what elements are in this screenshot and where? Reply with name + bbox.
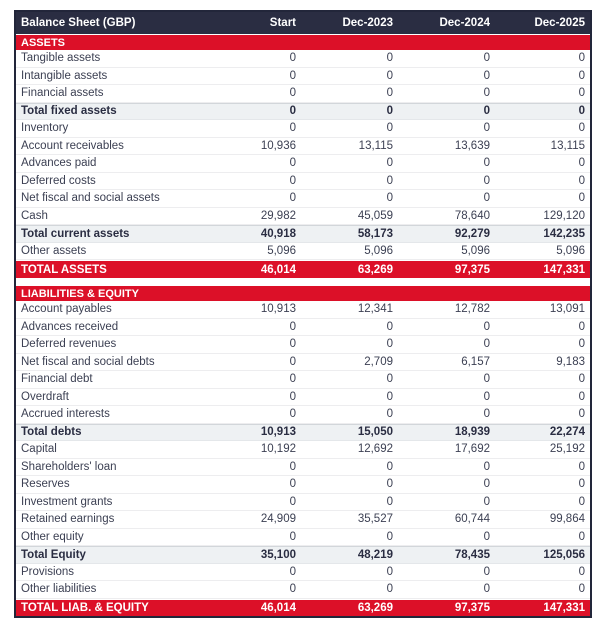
- row-label: Net fiscal and social debts: [21, 355, 155, 368]
- section-header: [16, 285, 590, 301]
- row-value: 0: [483, 338, 490, 351]
- row-value: 0: [386, 390, 393, 403]
- row-value: 0: [289, 69, 296, 82]
- table-row: [16, 85, 590, 103]
- row-value: 0: [578, 530, 585, 543]
- table-row: [16, 476, 590, 494]
- row-value: 0: [386, 495, 393, 508]
- row-label: Inventory: [21, 122, 69, 135]
- balance-sheet-table: [14, 10, 592, 618]
- row-value: 0: [386, 105, 393, 118]
- row-value: 0: [289, 478, 296, 491]
- table-body: [16, 34, 590, 617]
- row-value: 0: [386, 320, 393, 333]
- column-header-dec-2024: Dec-2024: [439, 17, 490, 29]
- row-value: 0: [483, 583, 490, 596]
- row-value: 0: [578, 373, 585, 386]
- table-row: [16, 529, 590, 547]
- row-value: 0: [289, 390, 296, 403]
- table-row: [16, 546, 590, 564]
- row-value: 0: [289, 174, 296, 187]
- row-value: 12,782: [454, 303, 490, 316]
- row-value: 129,120: [543, 209, 585, 222]
- section-header-label: LIABILITIES & EQUITY: [21, 287, 139, 300]
- row-value: 0: [386, 478, 393, 491]
- row-value: 0: [289, 52, 296, 65]
- table-row: [16, 103, 590, 121]
- row-value: 0: [483, 192, 490, 205]
- row-value: 147,331: [543, 602, 585, 614]
- row-label: Other liabilities: [21, 583, 97, 596]
- table-row: [16, 243, 590, 261]
- row-value: 0: [386, 122, 393, 135]
- row-value: 142,235: [543, 227, 585, 240]
- row-value: 0: [386, 69, 393, 82]
- row-value: 0: [386, 530, 393, 543]
- row-value: 0: [578, 174, 585, 187]
- table-row: [16, 155, 590, 173]
- row-value: 5,096: [267, 244, 296, 257]
- row-value: 0: [289, 583, 296, 596]
- row-value: 9,183: [556, 355, 585, 368]
- row-value: 0: [386, 460, 393, 473]
- row-label: Total current assets: [21, 227, 130, 240]
- row-value: 92,279: [454, 227, 490, 240]
- row-value: 0: [386, 338, 393, 351]
- row-value: 45,059: [357, 209, 393, 222]
- table-row: [16, 50, 590, 68]
- row-value: 22,274: [549, 426, 585, 439]
- table-row: [16, 120, 590, 138]
- row-value: 0: [483, 390, 490, 403]
- row-label: Deferred revenues: [21, 338, 117, 351]
- row-value: 99,864: [549, 513, 585, 526]
- table-row: [16, 354, 590, 372]
- row-value: 15,050: [357, 426, 393, 439]
- row-value: 12,341: [357, 303, 393, 316]
- row-value: 0: [483, 52, 490, 65]
- table-row: [16, 319, 590, 337]
- row-value: 0: [289, 338, 296, 351]
- table-row: [16, 494, 590, 512]
- row-value: 78,435: [454, 548, 490, 561]
- row-value: 0: [289, 530, 296, 543]
- row-label: Capital: [21, 443, 57, 456]
- row-label: Financial assets: [21, 87, 104, 100]
- row-value: 0: [483, 565, 490, 578]
- row-value: 0: [289, 122, 296, 135]
- row-value: 24,909: [260, 513, 296, 526]
- row-value: 0: [578, 390, 585, 403]
- row-value: 0: [578, 320, 585, 333]
- row-value: 0: [578, 460, 585, 473]
- row-value: 0: [483, 69, 490, 82]
- row-value: 0: [289, 320, 296, 333]
- row-value: 35,100: [260, 548, 296, 561]
- row-value: 63,269: [357, 602, 393, 614]
- row-label: Total fixed assets: [21, 105, 117, 118]
- row-value: 78,640: [454, 209, 490, 222]
- row-label: Intangible assets: [21, 69, 108, 82]
- row-value: 97,375: [454, 263, 490, 276]
- column-header-dec-2023: Dec-2023: [342, 17, 393, 29]
- row-value: 0: [483, 105, 490, 118]
- row-value: 0: [578, 478, 585, 491]
- table-row: [16, 68, 590, 86]
- row-value: 0: [578, 52, 585, 65]
- section-header-label: ASSETS: [21, 36, 66, 49]
- row-value: 0: [386, 565, 393, 578]
- row-label: Tangible assets: [21, 52, 101, 65]
- row-value: 25,192: [549, 443, 585, 456]
- table-row: [16, 138, 590, 156]
- row-label: Net fiscal and social assets: [21, 192, 160, 205]
- row-value: 29,982: [260, 209, 296, 222]
- row-value: 0: [578, 495, 585, 508]
- table-row: [16, 301, 590, 319]
- row-label: Reserves: [21, 478, 70, 491]
- table-row: [16, 564, 590, 582]
- row-value: 0: [289, 373, 296, 386]
- row-label: Total debts: [21, 426, 82, 439]
- row-label: Shareholders' loan: [21, 460, 117, 473]
- table-row: [16, 190, 590, 208]
- row-value: 12,692: [357, 443, 393, 456]
- row-value: 0: [289, 495, 296, 508]
- row-label: TOTAL ASSETS: [21, 263, 107, 276]
- row-label: Investment grants: [21, 495, 113, 508]
- row-value: 60,744: [454, 513, 490, 526]
- row-label: Total Equity: [21, 548, 86, 561]
- row-value: 0: [289, 460, 296, 473]
- row-value: 0: [483, 157, 490, 170]
- row-value: 10,913: [260, 303, 296, 316]
- column-header-dec-2025: Dec-2025: [534, 17, 585, 29]
- table-row: [16, 424, 590, 442]
- row-label: Overdraft: [21, 390, 69, 403]
- section-gap: [16, 278, 590, 285]
- row-value: 13,091: [549, 303, 585, 316]
- row-value: 0: [483, 320, 490, 333]
- row-value: 0: [289, 565, 296, 578]
- row-value: 0: [483, 478, 490, 491]
- row-label: Advances received: [21, 320, 119, 333]
- row-value: 0: [483, 495, 490, 508]
- row-value: 13,115: [358, 139, 393, 152]
- row-value: 0: [386, 52, 393, 65]
- row-label: Other assets: [21, 244, 87, 257]
- row-value: 0: [578, 408, 585, 421]
- table-row: [16, 459, 590, 477]
- row-value: 0: [289, 87, 296, 100]
- row-value: 0: [386, 174, 393, 187]
- table-row: [16, 406, 590, 424]
- table-row: [16, 260, 590, 278]
- table-row: [16, 336, 590, 354]
- table-row: [16, 389, 590, 407]
- row-value: 2,709: [364, 355, 393, 368]
- table-row: [16, 173, 590, 191]
- row-value: 0: [578, 192, 585, 205]
- row-value: 125,056: [543, 548, 585, 561]
- row-value: 0: [483, 174, 490, 187]
- row-value: 0: [578, 122, 585, 135]
- row-value: 46,014: [260, 602, 296, 614]
- row-value: 0: [386, 192, 393, 205]
- row-value: 18,939: [454, 426, 490, 439]
- table-row: [16, 581, 590, 599]
- row-label: Provisions: [21, 565, 75, 578]
- table-row: [16, 208, 590, 226]
- row-value: 0: [483, 87, 490, 100]
- row-label: Cash: [21, 209, 48, 222]
- table-row: [16, 599, 590, 617]
- row-value: 46,014: [260, 263, 296, 276]
- row-value: 0: [483, 373, 490, 386]
- row-label: Deferred costs: [21, 174, 96, 187]
- row-value: 10,936: [260, 139, 296, 152]
- row-value: 0: [289, 355, 296, 368]
- row-value: 35,527: [357, 513, 393, 526]
- row-value: 0: [289, 408, 296, 421]
- row-label: Retained earnings: [21, 513, 115, 526]
- row-value: 0: [386, 408, 393, 421]
- row-value: 0: [386, 157, 393, 170]
- table-title: Balance Sheet (GBP): [21, 17, 136, 29]
- section-header: [16, 34, 590, 50]
- row-label: Other equity: [21, 530, 84, 543]
- row-value: 147,331: [543, 263, 585, 276]
- row-value: 13,115: [550, 139, 585, 152]
- row-value: 13,639: [454, 139, 490, 152]
- row-value: 48,219: [357, 548, 393, 561]
- row-value: 0: [578, 583, 585, 596]
- row-value: 5,096: [364, 244, 393, 257]
- row-label: Accrued interests: [21, 408, 110, 421]
- row-value: 5,096: [556, 244, 585, 257]
- table-row: [16, 371, 590, 389]
- row-value: 10,192: [260, 443, 296, 456]
- table-row: [16, 225, 590, 243]
- table-row: [16, 511, 590, 529]
- row-value: 63,269: [357, 263, 393, 276]
- row-value: 0: [386, 583, 393, 596]
- row-label: TOTAL LIAB. & EQUITY: [21, 602, 149, 614]
- row-value: 0: [578, 87, 585, 100]
- row-value: 0: [483, 530, 490, 543]
- row-label: Advances paid: [21, 157, 97, 170]
- table-row: [16, 441, 590, 459]
- column-header-start: Start: [269, 17, 296, 29]
- row-value: 0: [289, 192, 296, 205]
- row-value: 0: [483, 408, 490, 421]
- row-value: 6,157: [461, 355, 490, 368]
- row-value: 0: [386, 373, 393, 386]
- row-value: 0: [578, 105, 585, 118]
- row-value: 0: [483, 460, 490, 473]
- row-value: 0: [578, 565, 585, 578]
- row-value: 58,173: [357, 227, 393, 240]
- row-label: Financial debt: [21, 373, 93, 386]
- table-header-row: [16, 12, 590, 34]
- row-value: 0: [578, 338, 585, 351]
- row-value: 10,913: [260, 426, 296, 439]
- row-value: 0: [483, 122, 490, 135]
- row-value: 97,375: [454, 602, 490, 614]
- row-value: 17,692: [454, 443, 490, 456]
- row-value: 5,096: [461, 244, 490, 257]
- row-value: 0: [289, 157, 296, 170]
- row-value: 0: [578, 157, 585, 170]
- row-label: Account receivables: [21, 139, 124, 152]
- row-value: 0: [386, 87, 393, 100]
- row-value: 0: [289, 105, 296, 118]
- row-value: 40,918: [260, 227, 296, 240]
- row-value: 0: [578, 69, 585, 82]
- row-label: Account payables: [21, 303, 112, 316]
